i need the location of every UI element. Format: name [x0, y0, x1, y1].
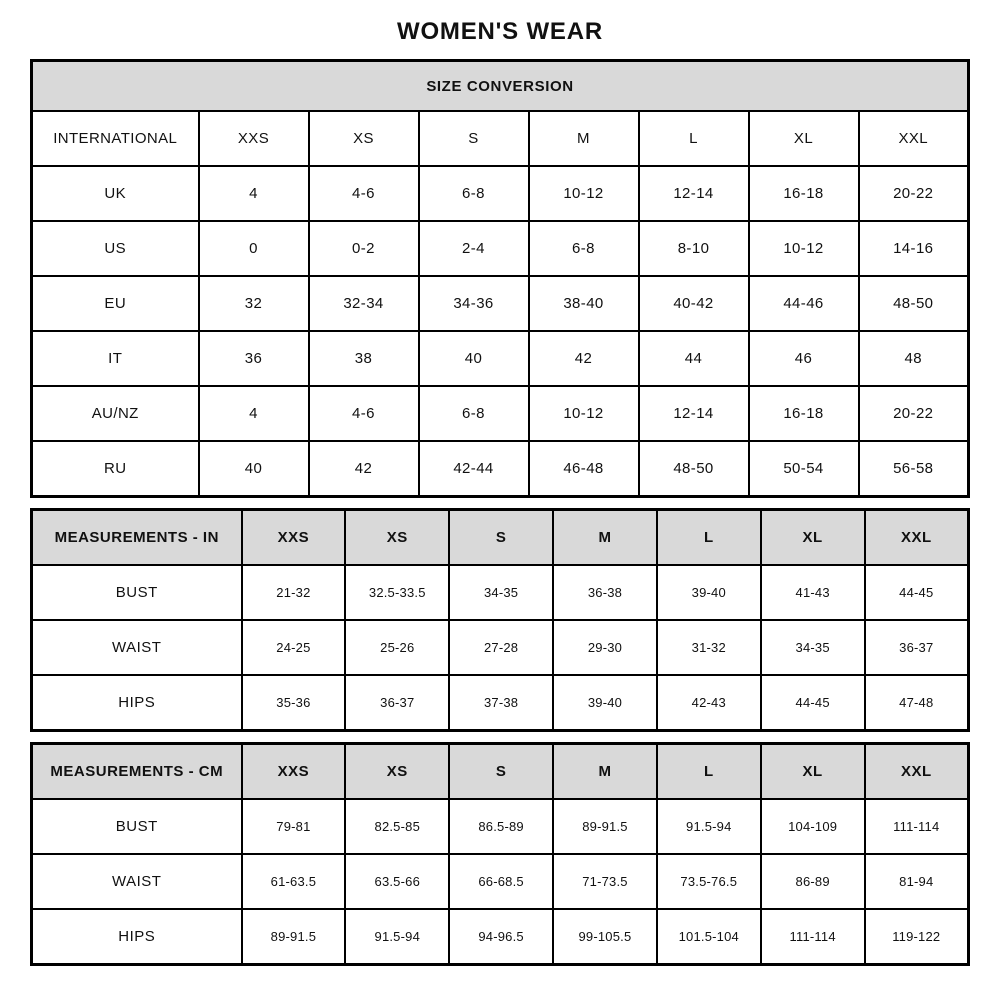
size-cell: 4-6: [309, 166, 419, 221]
measurement-cell: 79-81: [242, 799, 346, 854]
table-row-aunz: [32, 386, 969, 441]
column-header-m: M: [553, 510, 657, 566]
column-header-xxl: XXL: [859, 111, 969, 166]
size-cell: 10-12: [529, 386, 639, 441]
column-header-s: S: [419, 111, 529, 166]
measurement-cell: 37-38: [449, 675, 553, 731]
table-row-waist-cm: [32, 854, 969, 909]
measurement-cell: 89-91.5: [242, 909, 346, 965]
column-header-xxs: XXS: [199, 111, 309, 166]
measurement-cell: 71-73.5: [553, 854, 657, 909]
size-cell: 4: [199, 386, 309, 441]
size-cell: 4-6: [309, 386, 419, 441]
size-cell: 16-18: [749, 386, 859, 441]
column-header-s: S: [449, 744, 553, 800]
table-row-hips-cm: [32, 909, 969, 965]
page-title: WOMEN'S WEAR: [397, 18, 603, 45]
measurement-cell: 61-63.5: [242, 854, 346, 909]
measurement-cell: 36-37: [865, 620, 969, 675]
measurement-cell: 94-96.5: [449, 909, 553, 965]
measurement-cell: 36-37: [345, 675, 449, 731]
row-label: BUST: [32, 799, 242, 854]
measurement-cell: 41-43: [761, 565, 865, 620]
measurement-cell: 27-28: [449, 620, 553, 675]
size-cell: 46-48: [529, 441, 639, 497]
table-gap: [30, 498, 970, 508]
size-cell: 48-50: [859, 276, 969, 331]
measurement-cell: 101.5-104: [657, 909, 761, 965]
table-row-us: [32, 221, 969, 276]
measurements-cm-table: [30, 742, 970, 966]
measurement-cell: 36-38: [553, 565, 657, 620]
row-label: US: [32, 221, 199, 276]
measurement-cell: 111-114: [761, 909, 865, 965]
measurement-cell: 24-25: [242, 620, 346, 675]
table-gap: [30, 732, 970, 742]
size-cell: 10-12: [749, 221, 859, 276]
column-header-row: [32, 744, 969, 800]
size-cell: 40-42: [639, 276, 749, 331]
table-row-bust-cm: [32, 799, 969, 854]
size-cell: 14-16: [859, 221, 969, 276]
row-label: RU: [32, 441, 199, 497]
table-row-eu: [32, 276, 969, 331]
measurement-cell: 31-32: [657, 620, 761, 675]
measurement-cell: 47-48: [865, 675, 969, 731]
column-header-xxl: XXL: [865, 744, 969, 800]
row-label: HIPS: [32, 675, 242, 731]
column-header-xs: XS: [345, 744, 449, 800]
measurement-cell: 86.5-89: [449, 799, 553, 854]
column-header-xxs: XXS: [242, 510, 346, 566]
size-cell: 40: [199, 441, 309, 497]
measurement-cell: 44-45: [865, 565, 969, 620]
size-cell: 10-12: [529, 166, 639, 221]
size-cell: 0-2: [309, 221, 419, 276]
size-cell: 2-4: [419, 221, 529, 276]
size-cell: 42: [309, 441, 419, 497]
size-conversion-header: SIZE CONVERSION: [32, 61, 969, 112]
measurements-in-table: [30, 508, 970, 732]
table-row-uk: [32, 166, 969, 221]
row-label: BUST: [32, 565, 242, 620]
row-label: IT: [32, 331, 199, 386]
measurement-cell: 89-91.5: [553, 799, 657, 854]
measurement-cell: 86-89: [761, 854, 865, 909]
measurement-cell: 63.5-66: [345, 854, 449, 909]
column-header-l: L: [639, 111, 749, 166]
size-cell: 16-18: [749, 166, 859, 221]
row-label: HIPS: [32, 909, 242, 965]
size-cell: 36: [199, 331, 309, 386]
measurement-cell: 42-43: [657, 675, 761, 731]
column-header-xs: XS: [345, 510, 449, 566]
measurement-cell: 82.5-85: [345, 799, 449, 854]
column-header-l: L: [657, 744, 761, 800]
measurement-cell: 39-40: [657, 565, 761, 620]
measurement-cell: 91.5-94: [345, 909, 449, 965]
row-label: EU: [32, 276, 199, 331]
size-cell: 6-8: [419, 386, 529, 441]
measurement-cell: 44-45: [761, 675, 865, 731]
column-header-xl: XL: [749, 111, 859, 166]
measurement-cell: 73.5-76.5: [657, 854, 761, 909]
measurement-cell: 111-114: [865, 799, 969, 854]
column-header-xs: XS: [309, 111, 419, 166]
measurement-cell: 119-122: [865, 909, 969, 965]
column-header-l: L: [657, 510, 761, 566]
measurement-cell: 35-36: [242, 675, 346, 731]
size-cell: 40: [419, 331, 529, 386]
measurement-cell: 21-32: [242, 565, 346, 620]
table-row-waist-in: [32, 620, 969, 675]
size-cell: 0: [199, 221, 309, 276]
measurement-cell: 32.5-33.5: [345, 565, 449, 620]
size-cell: 6-8: [419, 166, 529, 221]
size-cell: 48: [859, 331, 969, 386]
column-header-m: M: [553, 744, 657, 800]
measurements-in-header: MEASUREMENTS - IN: [32, 510, 242, 566]
size-cell: 12-14: [639, 166, 749, 221]
measurement-cell: 66-68.5: [449, 854, 553, 909]
measurement-cell: 104-109: [761, 799, 865, 854]
size-cell: 38: [309, 331, 419, 386]
column-header-xxs: XXS: [242, 744, 346, 800]
size-cell: 50-54: [749, 441, 859, 497]
column-header-m: M: [529, 111, 639, 166]
measurement-cell: 25-26: [345, 620, 449, 675]
size-cell: 34-36: [419, 276, 529, 331]
size-cell: 20-22: [859, 386, 969, 441]
row-label: WAIST: [32, 854, 242, 909]
measurement-cell: 81-94: [865, 854, 969, 909]
size-cell: 38-40: [529, 276, 639, 331]
column-header-xxl: XXL: [865, 510, 969, 566]
measurement-cell: 34-35: [761, 620, 865, 675]
table-row-it: [32, 331, 969, 386]
size-cell: 20-22: [859, 166, 969, 221]
column-header-row: [32, 111, 969, 166]
row-label: UK: [32, 166, 199, 221]
size-cell: 32-34: [309, 276, 419, 331]
size-cell: 4: [199, 166, 309, 221]
size-cell: 42-44: [419, 441, 529, 497]
measurement-cell: 29-30: [553, 620, 657, 675]
column-header-xl: XL: [761, 510, 865, 566]
column-header-xl: XL: [761, 744, 865, 800]
size-conversion-table: [30, 59, 970, 498]
measurement-cell: 39-40: [553, 675, 657, 731]
column-header-row: [32, 510, 969, 566]
size-cell: 44-46: [749, 276, 859, 331]
size-cell: 44: [639, 331, 749, 386]
size-cell: 32: [199, 276, 309, 331]
table-row-ru: [32, 441, 969, 497]
table-caption-row: [32, 61, 969, 112]
column-header-s: S: [449, 510, 553, 566]
column-header-international: INTERNATIONAL: [32, 111, 199, 166]
size-cell: 46: [749, 331, 859, 386]
table-row-bust-in: [32, 565, 969, 620]
size-cell: 6-8: [529, 221, 639, 276]
size-cell: 8-10: [639, 221, 749, 276]
size-cell: 56-58: [859, 441, 969, 497]
measurements-cm-header: MEASUREMENTS - CM: [32, 744, 242, 800]
row-label: AU/NZ: [32, 386, 199, 441]
size-cell: 12-14: [639, 386, 749, 441]
measurement-cell: 91.5-94: [657, 799, 761, 854]
row-label: WAIST: [32, 620, 242, 675]
table-row-hips-in: [32, 675, 969, 731]
size-cell: 48-50: [639, 441, 749, 497]
measurement-cell: 34-35: [449, 565, 553, 620]
size-cell: 42: [529, 331, 639, 386]
measurement-cell: 99-105.5: [553, 909, 657, 965]
